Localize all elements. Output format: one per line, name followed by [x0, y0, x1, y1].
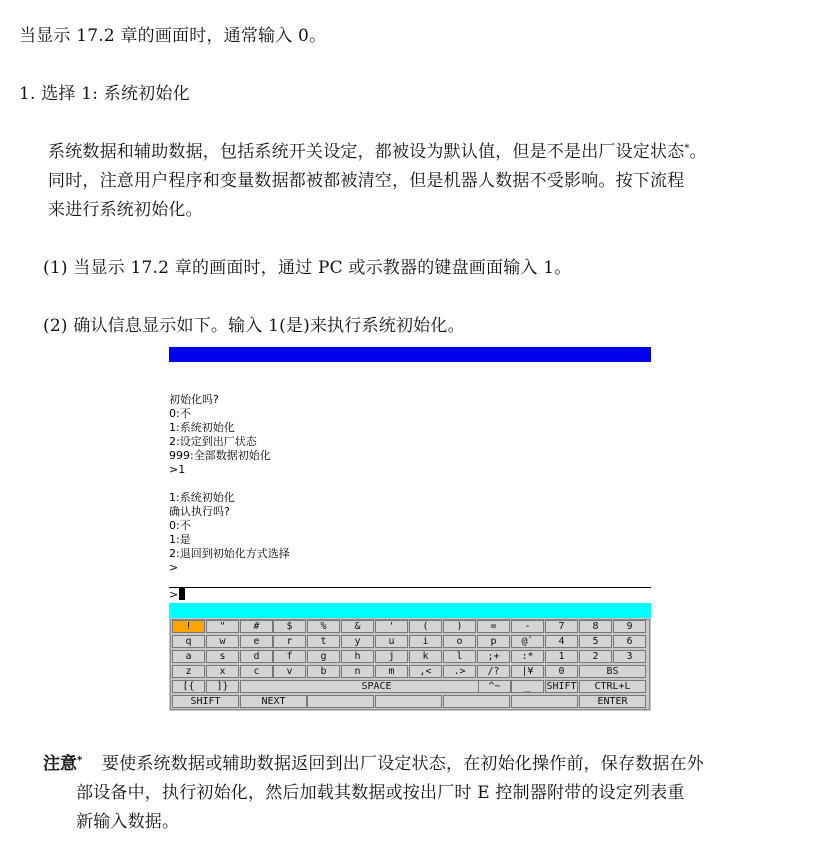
input-divider [169, 587, 651, 588]
note-label-text: 注意 [43, 754, 77, 774]
key-row3-5[interactable]: h [341, 650, 374, 663]
terminal-line: 2:退回到初始化方式选择 [169, 547, 290, 560]
key-row3-6[interactable]: j [375, 650, 408, 663]
key-row1-7[interactable]: ( [409, 620, 442, 633]
terminal-output [169, 393, 469, 575]
key-blank-4[interactable] [511, 695, 578, 708]
paragraph-line-2: 同时，注意用户程序和变量数据都被都被清空，但是机器人数据不受影响。按下流程 [48, 171, 685, 191]
terminal-line: 确认执行吗? [169, 505, 230, 518]
terminal-line: 2:设定到出厂状态 [169, 435, 257, 448]
key-shift-right[interactable]: SHIFT [546, 681, 577, 692]
key-row2-4[interactable]: t [307, 635, 340, 648]
on-screen-keyboard [169, 618, 651, 711]
note-star: * [77, 755, 83, 766]
key-row4-10[interactable]: |¥ [511, 665, 544, 678]
key-bracket-close[interactable]: ]} [206, 680, 239, 693]
key-row2-9[interactable]: p [477, 635, 510, 648]
text-cursor [179, 588, 185, 600]
key-space[interactable]: SPACE [240, 680, 513, 693]
key-row2-12[interactable]: 5 [579, 635, 612, 648]
key-row4-0[interactable]: z [172, 665, 205, 678]
key-row3-2[interactable]: d [240, 650, 273, 663]
key-row3-1[interactable]: s [206, 650, 239, 663]
terminal-line: >1 [169, 463, 186, 476]
key-row2-6[interactable]: u [375, 635, 408, 648]
footnote-star: * [684, 143, 690, 154]
key-row4-4[interactable]: b [307, 665, 340, 678]
terminal-line: 1:系统初始化 [169, 421, 235, 434]
section-title: 1. 选择 1: 系统初始化 [19, 84, 190, 104]
key-row2-13[interactable]: 6 [613, 635, 646, 648]
key-row2-7[interactable]: i [409, 635, 442, 648]
key-row1-4[interactable]: % [307, 620, 340, 633]
note-label [43, 754, 82, 777]
paragraph-end: 。 [689, 142, 707, 162]
key-row4-9[interactable]: /? [477, 665, 510, 678]
key-backspace[interactable]: BS [579, 665, 646, 678]
key-row1-13[interactable]: 9 [613, 620, 646, 633]
key-row3-0[interactable]: a [172, 650, 205, 663]
terminal-line: 1:是 [169, 533, 191, 546]
key-row4-6[interactable]: m [375, 665, 408, 678]
key-row4-1[interactable]: x [206, 665, 239, 678]
note-line-3: 新输入数据。 [76, 812, 180, 832]
terminal-blank-line [169, 477, 469, 491]
key-row2-2[interactable]: e [240, 635, 273, 648]
key-enter[interactable]: ENTER [579, 695, 646, 708]
terminal-line: 0:不 [169, 407, 191, 420]
key-row3-3[interactable]: f [273, 650, 306, 663]
key-row2-8[interactable]: o [443, 635, 476, 648]
paragraph-text: 系统数据和辅助数据，包括系统开关设定，都被设为默认值，但是不是出厂设定状态 [48, 142, 685, 162]
key-bracket-open[interactable]: [{ [172, 680, 205, 693]
initialization-screen [167, 347, 652, 711]
key-row2-10[interactable]: @` [511, 635, 544, 648]
key-next[interactable]: NEXT [240, 695, 307, 708]
key-row4-2[interactable]: c [240, 665, 273, 678]
intro-line: 当显示 17.2 章的画面时，通常输入 0。 [19, 26, 327, 46]
keyboard-title-bar [169, 603, 651, 618]
key-row4-8[interactable]: .> [443, 665, 476, 678]
key-row1-8[interactable]: ) [443, 620, 476, 633]
key-shift[interactable]: SHIFT [172, 695, 239, 708]
key-blank-3[interactable] [443, 695, 510, 708]
key-ctrl-l[interactable]: CTRL+L [579, 680, 646, 693]
step-1: (1) 当显示 17.2 章的画面时，通过 PC 或示教器的键盘画面输入 1。 [43, 258, 572, 278]
key-row3-9[interactable]: ;+ [477, 650, 510, 663]
key-row3-4[interactable]: g [307, 650, 340, 663]
key-caret[interactable]: ^~ [478, 680, 511, 693]
key-row1-3[interactable]: $ [273, 620, 306, 633]
key-row1-12[interactable]: 8 [579, 620, 612, 633]
key-row1-6[interactable]: ' [375, 620, 408, 633]
key-row3-7[interactable]: k [409, 650, 442, 663]
key-row1-0[interactable]: ! [172, 620, 205, 633]
key-row2-1[interactable]: w [206, 635, 239, 648]
key-row1-2[interactable]: # [240, 620, 273, 633]
key-row4-11[interactable]: 0 [545, 665, 578, 678]
key-row3-8[interactable]: l [443, 650, 476, 663]
terminal-line: 初始化吗? [169, 393, 219, 406]
key-row3-13[interactable]: 3 [613, 650, 646, 663]
terminal-line: > [169, 561, 179, 574]
key-row2-3[interactable]: r [273, 635, 306, 648]
key-blank-1[interactable] [307, 695, 374, 708]
key-row2-0[interactable]: q [172, 635, 205, 648]
input-prompt[interactable] [169, 588, 185, 602]
key-row3-12[interactable]: 2 [579, 650, 612, 663]
terminal-line: 1:系统初始化 [169, 491, 235, 504]
key-row2-11[interactable]: 4 [545, 635, 578, 648]
key-row1-5[interactable]: & [341, 620, 374, 633]
terminal-line: 999:全部数据初始化 [169, 449, 271, 462]
step-2: (2) 确认信息显示如下。输入 1(是)来执行系统初始化。 [43, 316, 465, 336]
key-row1-11[interactable]: 7 [545, 620, 578, 633]
paragraph-line-1 [48, 142, 707, 165]
key-row2-5[interactable]: y [341, 635, 374, 648]
key-row4-3[interactable]: v [273, 665, 306, 678]
key-row1-10[interactable]: - [511, 620, 544, 633]
terminal-line: 0:不 [169, 519, 191, 532]
key-blank-2[interactable] [375, 695, 442, 708]
key-row4-5[interactable]: n [341, 665, 374, 678]
prompt-symbol: > [169, 588, 179, 601]
key-underscore[interactable]: _ [511, 680, 544, 693]
key-row3-10[interactable]: :* [511, 650, 544, 663]
key-row1-1[interactable]: " [206, 620, 239, 633]
note-line-1: 要使系统数据或辅助数据返回到出厂设定状态，在初始化操作前，保存数据在外 [102, 754, 704, 774]
note-line-2: 部设备中，执行初始化，然后加载其数据或按出厂时 E 控制器附带的设定列表重 [76, 783, 685, 803]
key-row3-11[interactable]: 1 [545, 650, 578, 663]
title-bar [169, 347, 651, 362]
paragraph-line-3: 来进行系统初始化。 [48, 200, 203, 220]
key-row4-7[interactable]: ,< [409, 665, 442, 678]
key-row1-9[interactable]: = [477, 620, 510, 633]
